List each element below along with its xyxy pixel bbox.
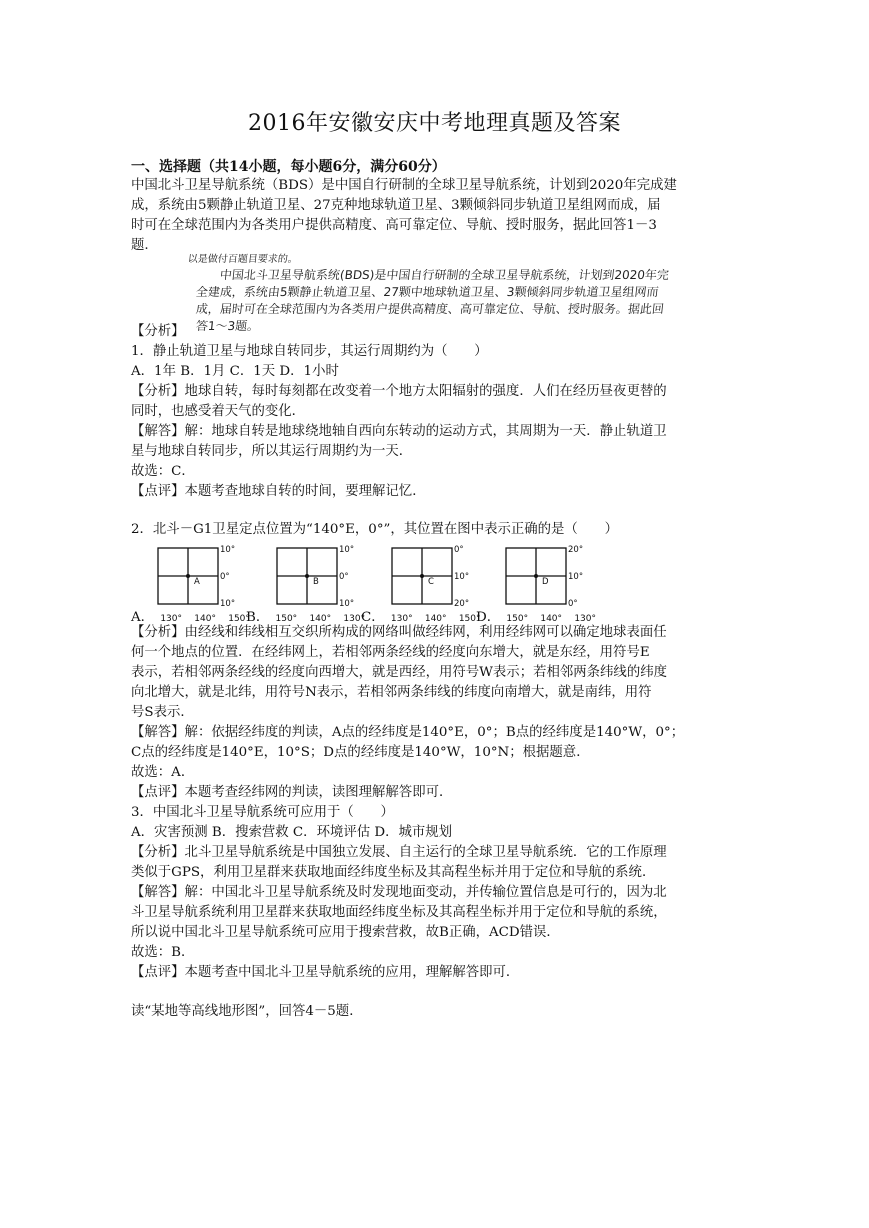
comment-text: 【点评】本题考查中国北斗卫星导航系统的应用，理解解答即可． <box>131 965 520 980</box>
analysis-text: 同时，也感受着天气的变化． <box>131 404 306 419</box>
intro-line: 题. <box>131 238 149 253</box>
intro-line: 中国北斗卫星导航系统（BDS）是中国自行研制的全球卫星导航系统，计划到2020年完成建 <box>131 178 677 193</box>
scan-line: 成，届时可在全球范围内为各类用户提供高精度、高可靠定位、导航、授时服务。据此回 <box>195 302 665 316</box>
lat-tick-label: 0° <box>339 572 349 582</box>
analysis-label: 【分析】 <box>131 324 185 339</box>
answer-text: 故选：B． <box>131 945 195 960</box>
lon-tick-label: 140° <box>309 614 332 624</box>
scan-line: 中国北斗卫星导航系统(BDS)是中国自行研制的全球卫星导航系统，计划到2020年完 <box>219 268 670 282</box>
option-letter: B． <box>246 610 270 625</box>
lat-tick-label: 20° <box>568 545 584 555</box>
solution-text: C点的经纬度是140°E，10°S；D点的经纬度是140°W，10°N；根据题意． <box>131 745 590 760</box>
lat-tick-label: 10° <box>220 599 236 609</box>
grid-point-label: C <box>428 577 434 587</box>
lon-tick-label: 140° <box>540 614 563 624</box>
lon-tick-label: 130° <box>160 614 183 624</box>
lat-tick-label: 10° <box>568 572 584 582</box>
scan-line: 全建成，系统由5颗静止轨道卫星、27颗中地球轨道卫星、3颗倾斜同步轨道卫星组网而 <box>195 285 660 299</box>
lat-tick-label: 10° <box>220 545 236 555</box>
scan-line: 答1～3题。 <box>195 319 260 333</box>
grid-point-label: D <box>542 577 549 587</box>
analysis-text: 【分析】地球自转，每时每刻都在改变着一个地方太阳辐射的强度．人们在经历昼夜更替的 <box>131 384 667 399</box>
page-title: 2016年安徽安庆中考地理真题及答案 <box>248 111 621 136</box>
lat-tick-label: 0° <box>220 572 230 582</box>
solution-text: 【解答】解：依据经纬度的判读，A点的经纬度是140°E，0°；B点的经纬度是140°W，0°； <box>131 725 685 740</box>
lon-tick-label: 140° <box>424 614 447 624</box>
analysis-text: 【分析】北斗卫星导航系统是中国独立发展、自主运行的全球卫星导航系统．它的工作原理 <box>131 845 667 860</box>
lon-tick-label: 140° <box>194 614 216 624</box>
grid-point-label: B <box>313 577 319 587</box>
lat-tick-label: 10° <box>339 545 355 555</box>
lat-tick-label: 10° <box>339 599 355 609</box>
lat-tick-label: 10° <box>454 572 470 582</box>
lon-tick-label: 130° <box>574 614 596 624</box>
question-1: 1．静止轨道卫星与地球自转同步，其运行周期约为（ ） <box>131 344 488 359</box>
solution-text: 所以说中国北斗卫星导航系统可应用于搜索营救，故B正确，ACD错误． <box>131 925 560 940</box>
lat-tick-label: 0° <box>568 599 578 609</box>
answer-text: 故选：A． <box>131 765 195 780</box>
lon-tick-label: 130° <box>390 614 413 624</box>
analysis-text: 号S表示． <box>131 705 194 720</box>
question-2: 2．北斗－G1卫星定点位置为“140°E，0°”，其位置在图中表示正确的是（ ） <box>131 522 618 537</box>
lat-tick-label: 20° <box>454 599 470 609</box>
lat-tick-label: 0° <box>454 545 464 555</box>
lon-tick-label: 150° <box>275 614 298 624</box>
option-letter: A． <box>131 610 155 625</box>
comment-text: 【点评】本题考查经纬网的判读，读图理解解答即可． <box>131 785 453 800</box>
analysis-text: 表示，若相邻两条经线的经度向西增大，就是西经，用符号W表示；若相邻两条纬线的纬度 <box>131 665 667 680</box>
analysis-text: 向北增大，就是北纬，用符号N表示，若相邻两条纬线的纬度向南增大，就是南纬，用符 <box>131 685 652 700</box>
question-3: 3．中国北斗卫星导航系统可应用于（ ） <box>131 805 394 820</box>
grid-point-label: A <box>194 577 200 587</box>
lon-tick-label: 130° <box>343 614 366 624</box>
intro-line: 时可在全球范围内为各类用户提供高精度、高可靠定位、导航、授时服务，据此回答1－3 <box>131 218 657 233</box>
comment-text: 【点评】本题考查地球自转的时间，要理解记忆． <box>131 484 426 499</box>
lon-tick-label: 150° <box>506 614 529 624</box>
analysis-text: 类似于GPS，利用卫星群来获取地面经纬度坐标及其高程坐标并用于定位和导航的系统． <box>131 865 656 880</box>
option-letter: D． <box>476 610 501 625</box>
closing-instruction: 读“某地等高线地形图”，回答4－5题． <box>131 1004 363 1019</box>
question-1-options: A．1年 B．1月 C．1天 D．1小时 <box>131 364 339 379</box>
solution-text: 斗卫星导航系统利用卫星群来获取地面经纬度坐标及其高程坐标并用于定位和导航的系统， <box>131 905 667 920</box>
scanned-question-image <box>184 250 704 334</box>
solution-text: 【解答】解：地球自转是地球绕地轴自西向东转动的运动方式，其周期为一天．静止轨道卫 <box>131 424 667 439</box>
analysis-text: 何一个地点的位置．在经纬网上，若相邻两条经线的经度向东增大，就是东经，用符号E <box>131 645 650 660</box>
solution-text: 星与地球自转同步，所以其运行周期约为一天． <box>131 444 413 459</box>
analysis-text: 【分析】由经线和纬线相互交织所构成的网络叫做经纬网，利用经纬网可以确定地球表面任 <box>131 625 667 640</box>
solution-text: 【解答】解：中国北斗卫星导航系统及时发现地面变动，并传输位置信息是可行的，因为北 <box>131 885 667 900</box>
option-letter: C． <box>361 610 385 625</box>
answer-text: 故选：C． <box>131 464 195 479</box>
lon-tick-label: 150° <box>228 614 250 624</box>
intro-line: 成，系统由5颗静止轨道卫星、27克种地球轨道卫星、3颗倾斜同步轨道卫星组网而成，届 <box>131 198 661 213</box>
scan-line: 以是做付百题目要求的。 <box>187 254 299 265</box>
section-heading: 一、选择题（共14小题，每小题6分，满分60分） <box>131 159 446 175</box>
lon-tick-label: 150° <box>458 614 481 624</box>
question-3-options: A．灾害预测 B．搜索营救 C．环境评估 D．城市规划 <box>131 825 453 840</box>
